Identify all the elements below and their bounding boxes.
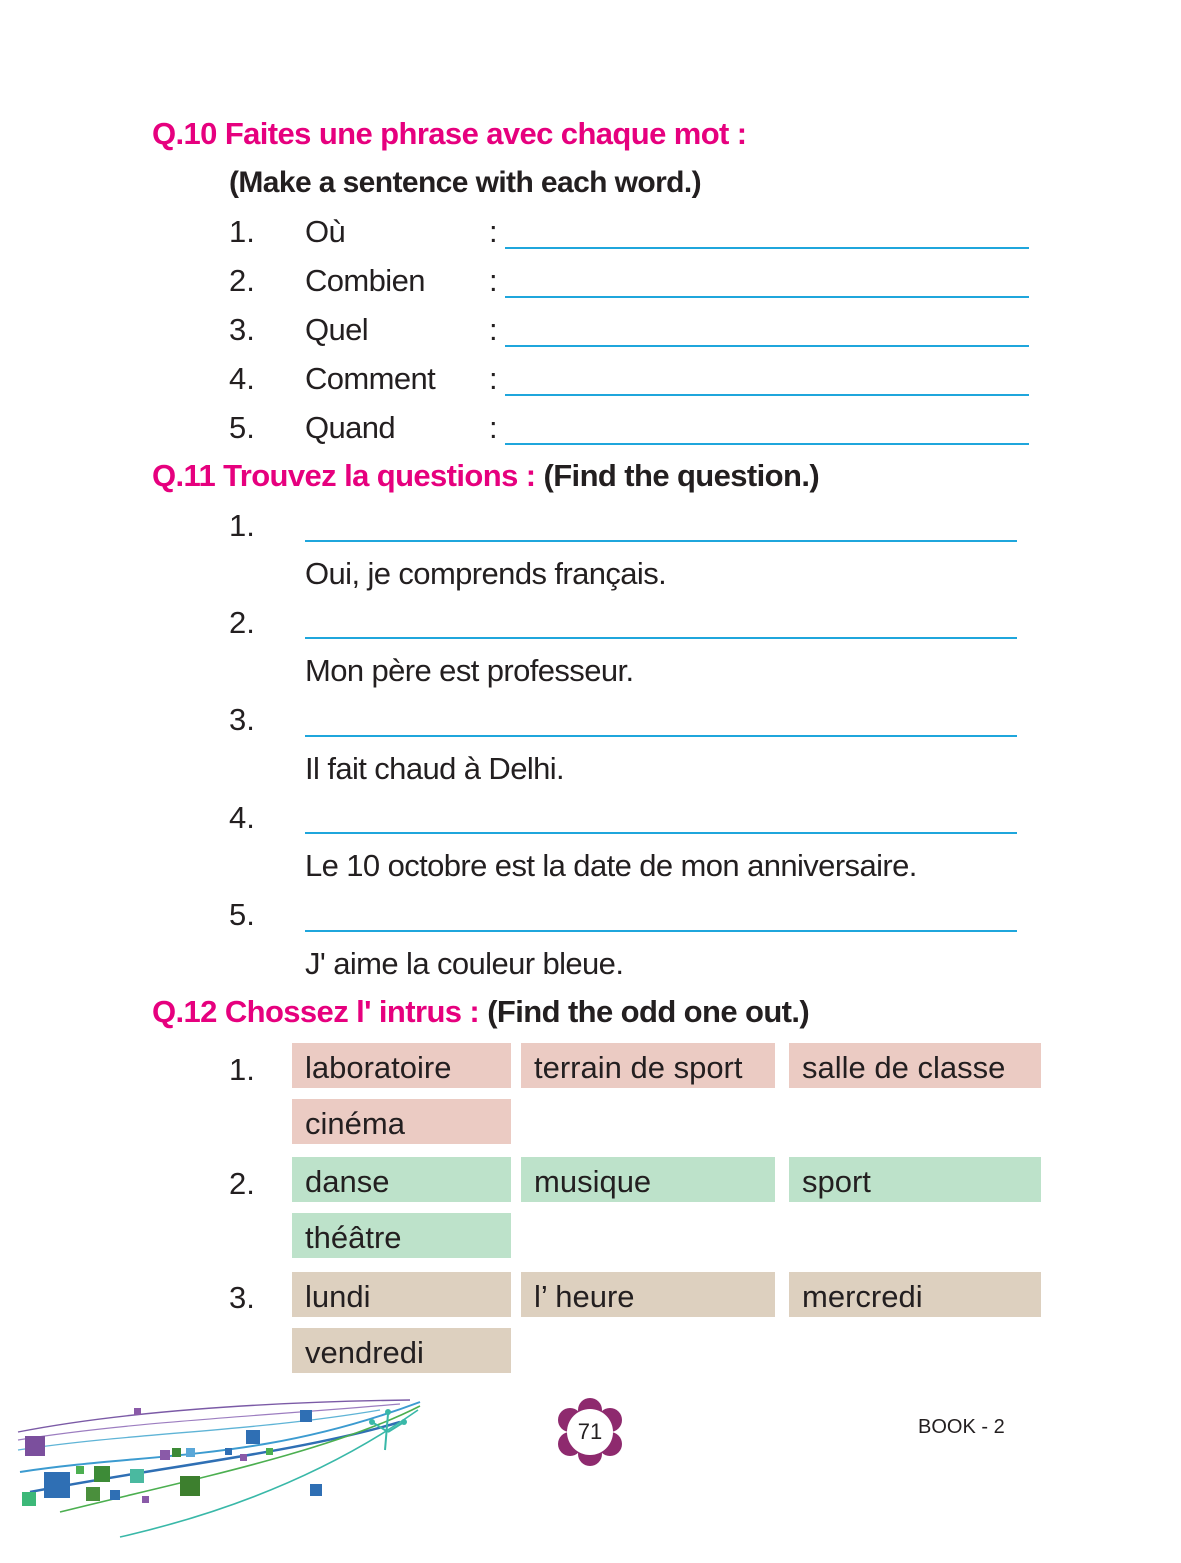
item-word: Quand (305, 410, 396, 445)
q11-heading (152, 458, 819, 494)
item-number: 1. (229, 508, 255, 543)
item-colon: : (489, 410, 498, 445)
q12-heading-fr: Q.12 Chossez l' intrus : (152, 994, 480, 1029)
answer-line[interactable] (305, 637, 1017, 639)
option-box[interactable]: salle de classe (789, 1043, 1041, 1088)
answer-line[interactable] (505, 296, 1029, 298)
given-answer: Mon père est professeur. (305, 653, 634, 688)
answer-line[interactable] (305, 832, 1017, 834)
answer-line[interactable] (505, 345, 1029, 347)
item-word: Comment (305, 361, 436, 396)
item-number: 2. (229, 1166, 255, 1201)
option-box[interactable]: terrain de sport (521, 1043, 775, 1088)
item-word: Quel (305, 312, 369, 347)
page-number-badge (554, 1398, 626, 1466)
item-colon: : (489, 361, 498, 396)
q11-heading-fr: Q.11 Trouvez la questions : (152, 458, 536, 493)
option-box[interactable]: théâtre (292, 1213, 511, 1258)
answer-line[interactable] (305, 540, 1017, 542)
book-label: BOOK - 2 (918, 1416, 1005, 1438)
given-answer: J' aime la couleur bleue. (305, 946, 624, 981)
item-colon: : (489, 312, 498, 347)
page-number: 71 (577, 1419, 603, 1444)
item-number: 5. (229, 897, 255, 932)
given-answer: Il fait chaud à Delhi. (305, 751, 565, 786)
option-box[interactable]: danse (292, 1157, 511, 1202)
item-number: 1. (229, 214, 255, 249)
item-number: 3. (229, 312, 255, 347)
item-number: 3. (229, 1280, 255, 1315)
answer-line[interactable] (505, 394, 1029, 396)
answer-line[interactable] (505, 443, 1029, 445)
item-number: 2. (229, 605, 255, 640)
item-word: Où (305, 214, 346, 249)
option-box[interactable]: sport (789, 1157, 1041, 1202)
q10-subheading: (Make a sentence with each word.) (229, 166, 702, 199)
item-number: 4. (229, 800, 255, 835)
option-box[interactable]: mercredi (789, 1272, 1041, 1317)
q12-heading-en: (Find the odd one out.) (487, 994, 810, 1029)
option-box[interactable]: musique (521, 1157, 775, 1202)
answer-line[interactable] (305, 930, 1017, 932)
option-box[interactable]: cinéma (292, 1099, 511, 1144)
item-colon: : (489, 263, 498, 298)
item-number: 4. (229, 361, 255, 396)
item-number: 3. (229, 702, 255, 737)
given-answer: Oui, je comprends français. (305, 556, 667, 591)
q12-heading (152, 994, 809, 1030)
item-colon: : (489, 214, 498, 249)
item-number: 1. (229, 1052, 255, 1087)
q10-heading: Q.10 Faites une phrase avec chaque mot : (152, 116, 747, 151)
answer-line[interactable] (505, 247, 1029, 249)
item-number: 2. (229, 263, 255, 298)
option-box[interactable]: lundi (292, 1272, 511, 1317)
item-word: Combien (305, 263, 425, 298)
decorative-wave-ornament (0, 1392, 430, 1552)
item-number: 5. (229, 410, 255, 445)
given-answer: Le 10 octobre est la date de mon anniversaire. (305, 848, 917, 883)
answer-line[interactable] (305, 735, 1017, 737)
q11-heading-en: (Find the question.) (543, 458, 820, 493)
option-box[interactable]: vendredi (292, 1328, 511, 1373)
option-box[interactable]: laboratoire (292, 1043, 511, 1088)
option-box[interactable]: l’ heure (521, 1272, 775, 1317)
